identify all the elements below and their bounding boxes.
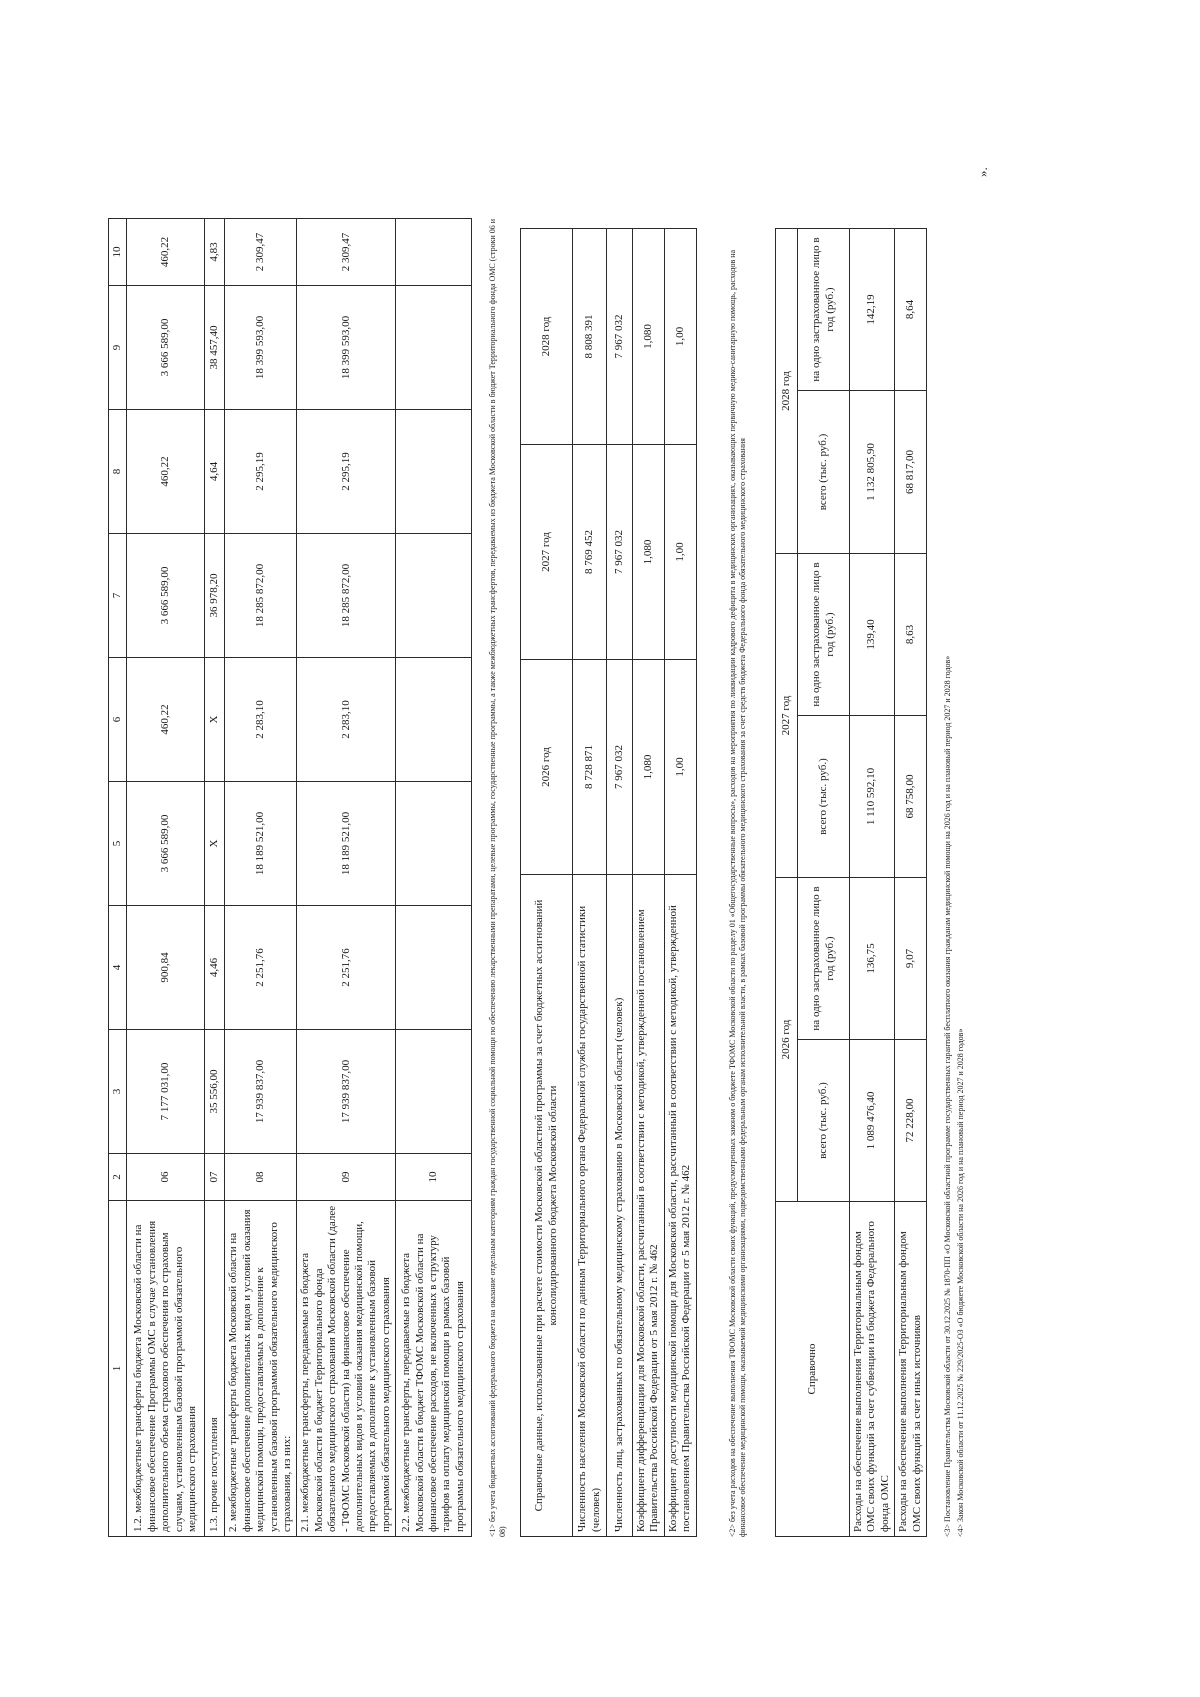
reference-expenses-table <box>775 228 927 1537</box>
col-header-10: 10 <box>109 219 127 286</box>
subheader-total: всего (тыс. руб.) <box>798 391 850 554</box>
row-label: Расходы на обеспечение выполнения Территориальным фондом ОМС своих функций за счет субвенции из бюджета Федерального фонда ОМС <box>850 1202 895 1537</box>
cell-value: 900,84 <box>127 906 205 1030</box>
col-header-6: 6 <box>109 658 127 782</box>
cell-value: 2 295,19 <box>297 410 396 534</box>
cell-value: 4,46 <box>205 906 225 1030</box>
cell-value: 9,07 <box>895 878 927 1040</box>
cell-value: 4,83 <box>205 219 225 286</box>
row-label: Коэффициент дифференциации для Московской области, рассчитанный в соответствии с методикой, утвержденной постановлением Правительства Российской Федерации от 5 мая 2012 г. № 462 <box>633 875 665 1537</box>
cell-value: 36 978,20 <box>205 534 225 658</box>
cell-value: 68 758,00 <box>895 716 927 878</box>
reference-data-table <box>520 228 697 1537</box>
year-header: 2026 год <box>776 878 798 1202</box>
cell-value: 136,75 <box>850 878 895 1040</box>
cell-value: X <box>205 658 225 782</box>
row-label: Коэффициент доступности медицинской помощи для Московской области, рассчитанный в соответствии с методикой, утвержденной постановлением Правительства Российской Федерации от 5 мая 2012 г. № 462 <box>664 875 696 1537</box>
financing-table <box>108 218 472 1537</box>
reference-header: Справочные данные, использованные при расчете стоимости Московской областной программы за счет бюджетных ассигнований консолидированного бюджета Московской области <box>521 875 573 1537</box>
cell-value: 18 399 593,00 <box>297 286 396 410</box>
cell-value: 1,00 <box>664 229 696 445</box>
cell-value: 2 251,76 <box>297 906 396 1030</box>
reference-header: Справочно <box>776 1202 850 1537</box>
table-row <box>664 229 696 1537</box>
col-header-3: 3 <box>109 1030 127 1154</box>
row-code: 06 <box>127 1154 205 1201</box>
table-row <box>633 229 665 1537</box>
year-header: 2028 год <box>776 229 798 554</box>
year-header: 2027 год <box>776 554 798 878</box>
subheader-total: всего (тыс. руб.) <box>798 716 850 878</box>
cell-value <box>396 286 472 410</box>
cell-value <box>396 410 472 534</box>
cell-value: 460,22 <box>127 658 205 782</box>
cell-value: 460,22 <box>127 410 205 534</box>
cell-value: 2 283,10 <box>225 658 297 782</box>
col-header-2: 2 <box>109 1154 127 1201</box>
table-row <box>573 229 607 1537</box>
col-header-4: 4 <box>109 906 127 1030</box>
table-row <box>205 219 225 1537</box>
year-header: 2028 год <box>521 229 573 445</box>
row-code: 10 <box>396 1154 472 1201</box>
cell-value: 2 251,76 <box>225 906 297 1030</box>
year-header: 2027 год <box>521 445 573 660</box>
table-row <box>225 219 297 1537</box>
table-row <box>127 219 205 1537</box>
table-header-row <box>521 229 573 1537</box>
cell-value: 1,00 <box>664 445 696 660</box>
subheader-per-person: на одно застрахованное лицо в год (руб.) <box>798 229 850 391</box>
row-label: Расходы на обеспечение выполнения Территориальным фондом ОМС своих функций за счет иных источников <box>895 1202 927 1537</box>
col-header-5: 5 <box>109 782 127 906</box>
cell-value: 8 728 871 <box>573 660 607 875</box>
cell-value <box>396 782 472 906</box>
cell-value: 3 666 589,00 <box>127 286 205 410</box>
cell-value: 7 177 031,00 <box>127 1030 205 1154</box>
subheader-total: всего (тыс. руб.) <box>798 1040 850 1202</box>
cell-value <box>396 219 472 286</box>
column-number-row <box>109 219 127 1537</box>
cell-value: 1,080 <box>633 445 665 660</box>
cell-value: 3 666 589,00 <box>127 782 205 906</box>
table-row <box>396 219 472 1537</box>
cell-value: 7 967 032 <box>607 660 633 875</box>
cell-value: 2 309,47 <box>225 219 297 286</box>
cell-value: 139,40 <box>850 554 895 716</box>
cell-value: 18 285 872,00 <box>225 534 297 658</box>
row-label: 2. межбюджетные трансферты бюджета Московской области на финансовое обеспечение дополнительных видов и условий оказания медицинской помощи, предоставляемых в дополнение к установленным базовой программой обязательного медицинского страхования, из них: <box>225 1201 297 1537</box>
col-header-7: 7 <box>109 534 127 658</box>
subheader-per-person: на одно застрахованное лицо в год (руб.) <box>798 554 850 716</box>
col-header-9: 9 <box>109 286 127 410</box>
cell-value: 1 132 805,90 <box>850 391 895 554</box>
cell-value <box>396 534 472 658</box>
table-row <box>895 229 927 1537</box>
footnote-1: <1> без учета бюджетных ассигнований федерального бюджета на оказание отдельным категориям граждан государственной социальной помощи по обеспечению лекарственными препаратами, целевые программы, государственные программы, а также межбюджетных трансфертов, передаваемых из бюджета Московской области в бюджет Территориального фонда ОМС (строки 06 и 08) <box>488 218 507 1537</box>
cell-value: 1,080 <box>633 660 665 875</box>
cell-value: X <box>205 782 225 906</box>
cell-value: 72 228,00 <box>895 1040 927 1202</box>
col-header-1: 1 <box>109 1201 127 1537</box>
cell-value: 8,64 <box>895 229 927 391</box>
table-header-row <box>776 229 798 1537</box>
cell-value: 2 295,19 <box>225 410 297 534</box>
row-code: 07 <box>205 1154 225 1201</box>
row-label: 2.1. межбюджетные трансферты, передаваемые из бюджета Московской области в бюджет Территориального фонда обязательного медицинского страхования Московской области (далее - ТФОМС Московской области) на финансовое обеспечение дополнительных видов и условий оказания медицинской помощи, предоставляемых в дополнение к установленным базовой программой обязательного медицинского страхования <box>297 1201 396 1537</box>
row-label: 1.3. прочие поступления <box>205 1201 225 1537</box>
cell-value: 460,22 <box>127 219 205 286</box>
cell-value: 8 769 452 <box>573 445 607 660</box>
row-code: 09 <box>297 1154 396 1201</box>
footnote-3: <3> Постановление Правительства Московской области от 30.12.2025 № 1870-ПП «О Московской областной программе государственных гарантий бесплатного оказания гражданам медицинской помощи на 2026 год и на плановый период 2027 и 2028 годов» <box>943 655 952 1537</box>
table-row <box>607 229 633 1537</box>
cell-value <box>396 906 472 1030</box>
footnote-2: <2> без учета расходов на обеспечение выполнения ТФОМС Московской области своих функций, предусмотренных законом о бюджете ТФОМС Московской области по разделу 01 «Общегосударственные вопросы», расходов на мероприятия по ликвидации кадрового дефицита в медицинских организациях, оказывающих первичную медико-санитарную помощь, расходов на финансовое обеспечение медицинской помощи, оказываемой медицинскими организациями, подведомственными федеральным органам исполнительной власти, в рамках базовой программы обязательного медицинского страхования за счет средств бюджета Федерального фонда обязательного медицинского страхования <box>728 249 747 1537</box>
footnote-4: <4> Закон Московской области от 11.12.2025 № 229/2025-ОЗ «О бюджете Московской области на 2026 год и на плановый период 2027 и 2028 годов» <box>956 1028 965 1537</box>
cell-value: 17 939 837,00 <box>225 1030 297 1154</box>
row-label: Численность лиц, застрахованных по обязательному медицинскому страхованию в Московской области (человек) <box>607 875 633 1537</box>
cell-value: 8 808 391 <box>573 229 607 445</box>
cell-value: 35 556,00 <box>205 1030 225 1154</box>
table-row <box>850 229 895 1537</box>
cell-value: 1,00 <box>664 660 696 875</box>
cell-value: 8,63 <box>895 554 927 716</box>
cell-value: 1 089 476,40 <box>850 1040 895 1202</box>
cell-value: 7 967 032 <box>607 445 633 660</box>
table-row <box>297 219 396 1537</box>
col-header-8: 8 <box>109 410 127 534</box>
subheader-per-person: на одно застрахованное лицо в год (руб.) <box>798 878 850 1040</box>
row-label: 1.2. межбюджетные трансферты бюджета Московской области на финансовое обеспечение Программы ОМС в случае установления дополнительного объема страхового обеспечения по страховым случаям, установленным базовой программой обязательного медицинского страхования <box>127 1201 205 1537</box>
cell-value: 18 189 521,00 <box>225 782 297 906</box>
cell-value <box>396 658 472 782</box>
row-code: 08 <box>225 1154 297 1201</box>
cell-value: 3 666 589,00 <box>127 534 205 658</box>
cell-value: 7 967 032 <box>607 229 633 445</box>
cell-value: 18 189 521,00 <box>297 782 396 906</box>
cell-value: 18 285 872,00 <box>297 534 396 658</box>
cell-value: 68 817,00 <box>895 391 927 554</box>
row-label: Численность населения Московской области по данным Территориального органа Федеральной службы государственной статистики (человек) <box>573 875 607 1537</box>
cell-value: 38 457,40 <box>205 286 225 410</box>
cell-value: 18 399 593,00 <box>225 286 297 410</box>
cell-value: 2 283,10 <box>297 658 396 782</box>
cell-value: 1 110 592,10 <box>850 716 895 878</box>
closing-quote-mark: ». <box>975 167 990 177</box>
row-label: 2.2. межбюджетные трансферты, передаваемые из бюджета Московской области в бюджет ТФОМС Московской области на финансовое обеспечение расходов, не включенных в структуру тарифов на оплату медицинской помощи в рамках базовой программы обязательного медицинского страхования <box>396 1201 472 1537</box>
cell-value: 142,19 <box>850 229 895 391</box>
cell-value: 17 939 837,00 <box>297 1030 396 1154</box>
cell-value: 2 309,47 <box>297 219 396 286</box>
cell-value <box>396 1030 472 1154</box>
year-header: 2026 год <box>521 660 573 875</box>
cell-value: 4,64 <box>205 410 225 534</box>
cell-value: 1,080 <box>633 229 665 445</box>
